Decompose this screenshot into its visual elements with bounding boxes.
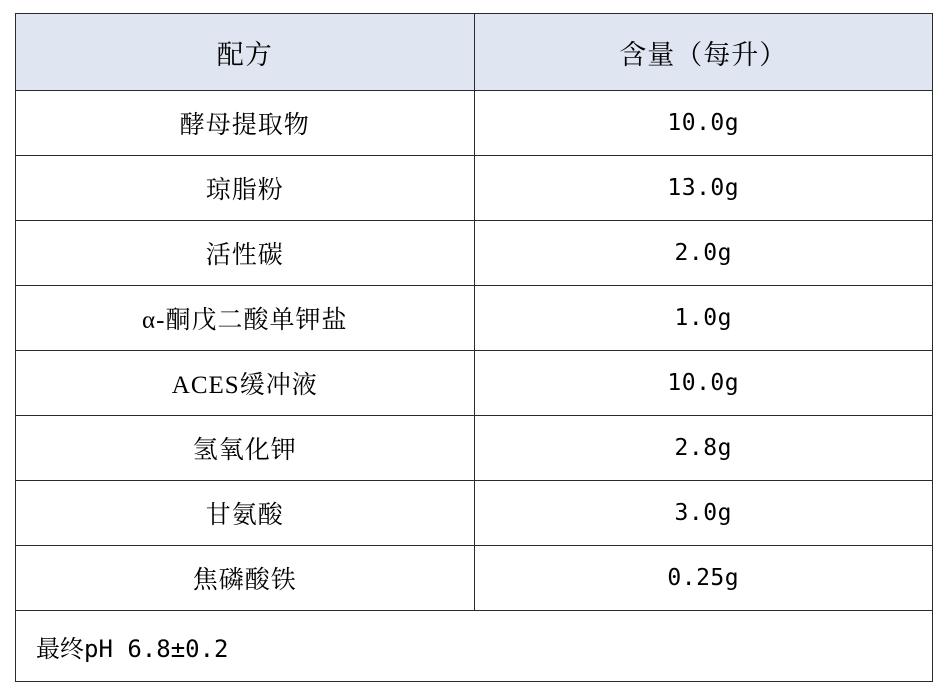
table-row xyxy=(16,546,933,611)
table-row xyxy=(16,156,933,221)
ingredient-amount: 0.25g xyxy=(474,546,933,611)
table-body xyxy=(16,91,933,611)
table-row xyxy=(16,416,933,481)
ingredient-name: α-酮戊二酸单钾盐 xyxy=(16,286,475,351)
ingredient-amount: 2.8g xyxy=(474,416,933,481)
table-footer xyxy=(16,611,933,682)
table-footer-row xyxy=(16,611,933,682)
ingredient-name: 甘氨酸 xyxy=(16,481,475,546)
ingredient-name: 焦磷酸铁 xyxy=(16,546,475,611)
ingredient-amount: 3.0g xyxy=(474,481,933,546)
table-header xyxy=(16,14,933,91)
table-row xyxy=(16,91,933,156)
final-ph-note: 最终pH 6.8±0.2 xyxy=(16,611,933,682)
column-header-amount: 含量（每升） xyxy=(474,14,933,91)
ingredient-name: 活性碳 xyxy=(16,221,475,286)
table-row xyxy=(16,221,933,286)
ingredient-amount: 1.0g xyxy=(474,286,933,351)
table-row xyxy=(16,286,933,351)
ingredient-name: 酵母提取物 xyxy=(16,91,475,156)
document-page xyxy=(0,13,948,695)
ingredient-amount: 2.0g xyxy=(474,221,933,286)
table-row xyxy=(16,481,933,546)
ingredient-amount: 13.0g xyxy=(474,156,933,221)
ingredient-name: 琼脂粉 xyxy=(16,156,475,221)
ingredient-amount: 10.0g xyxy=(474,91,933,156)
table-row xyxy=(16,351,933,416)
ingredient-name: 氢氧化钾 xyxy=(16,416,475,481)
formula-table xyxy=(15,13,933,682)
ingredient-amount: 10.0g xyxy=(474,351,933,416)
table-header-row xyxy=(16,14,933,91)
ingredient-name: ACES缓冲液 xyxy=(16,351,475,416)
column-header-formula: 配方 xyxy=(16,14,475,91)
